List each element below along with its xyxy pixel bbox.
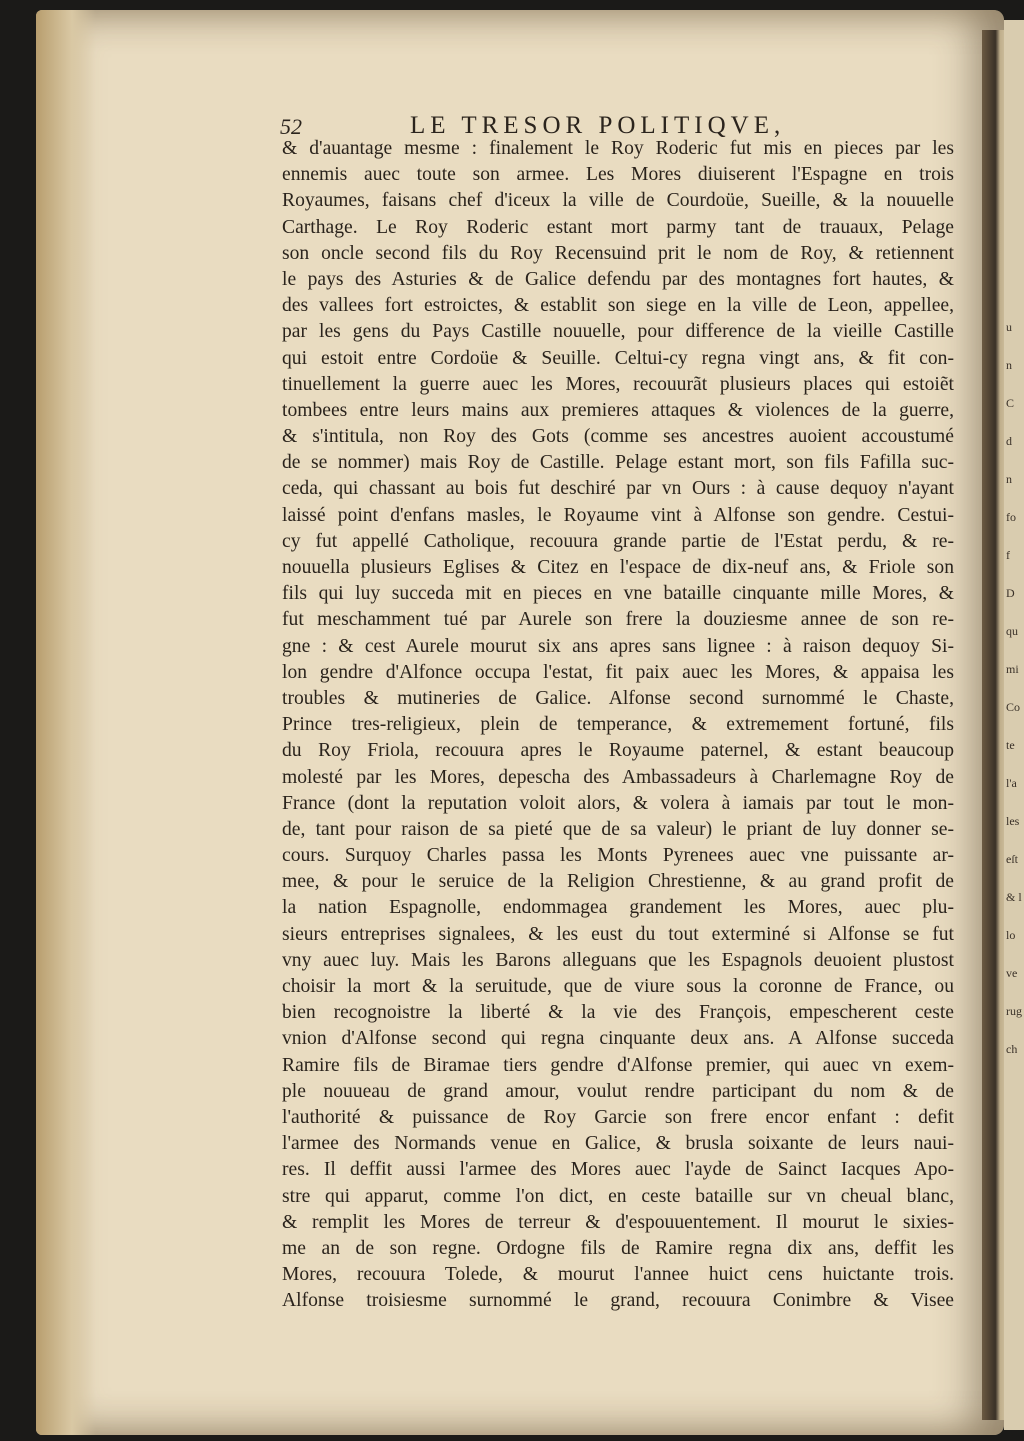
text-line: Prince tres-religieux, plein de temperance, & extremement fortuné, fils — [282, 714, 954, 736]
text-line: de se nommer) mais Roy de Castille. Pelage estant mort, son fils Fafilla suc- — [282, 452, 954, 474]
text-line: sieurs entreprises signalees, & les eust du tout exterminé si Alfonse se fut — [282, 923, 954, 945]
text-line: nouuella plusieurs Eglises & Citez en l'espace de dix-neuf ans, & Friole son — [282, 557, 954, 578]
page-edge-shadow — [36, 10, 96, 1435]
text-line: l'authorité & puissance de Roy Garcie son frere encor enfant : defit — [282, 1106, 954, 1128]
text-line: bien recognoistre la liberté & la vie des François, empescherent ceste — [282, 1002, 954, 1024]
text-line: vnion d'Alfonse second qui regna cinquante deux ans. A Alfonse succeda — [282, 1028, 954, 1050]
text-line: & remplit les Mores de terreur & d'espouuentement. Il mourut le sixies- — [282, 1211, 954, 1233]
text-line: stre qui apparut, comme l'on dict, en ceste bataille sur vn cheual blanc, — [282, 1185, 954, 1207]
adjacent-page-fragment: d — [1006, 434, 1012, 448]
adjacent-page-fragment: eſt — [1006, 852, 1018, 866]
adjacent-page-fragment: fo — [1006, 510, 1016, 524]
text-line: lon gendre d'Alfonce occupa l'estat, fit paix auec les Mores, & appaisa les — [282, 661, 954, 683]
text-line: fils qui luy succeda mit en pieces en vne bataille cinquante mille Mores, & — [282, 583, 954, 605]
text-line: Alfonse troisiesme surnommé le grand, recouura Conimbre & Visee — [282, 1290, 954, 1312]
text-line: cy fut appellé Catholique, recouura grande partie de l'Estat perdu, & re- — [282, 530, 954, 552]
text-line: ple nouueau de grand amour, voulut rendre participant du nom & de — [282, 1080, 954, 1102]
adjacent-page-fragment: rug — [1006, 1004, 1022, 1018]
text-line: choisir la mort & la seruitude, que de viure sous la coronne de France, ou — [282, 976, 954, 997]
adjacent-page-fragment: f — [1006, 548, 1010, 562]
text-line: qui estoit entre Cordoüe & Seuille. Celtui-cy regna vingt ans, & fit con- — [282, 347, 954, 369]
text-line: par les gens du Pays Castille nouuelle, pour difference de la vieille Castille — [282, 321, 954, 343]
page-number: 52 — [280, 114, 302, 139]
text-line: & d'auantage mesme : finalement le Roy Roderic fut mis en pieces par les — [282, 138, 954, 159]
text-line: Ramire fils de Biramae tiers gendre d'Alfonse premier, qui auec vn exem- — [282, 1054, 954, 1076]
adjacent-page-fragment: ch — [1006, 1042, 1018, 1056]
adjacent-page-fragment: n — [1006, 472, 1012, 486]
adjacent-page-fragment: n — [1006, 358, 1012, 372]
text-line: laissé point d'enfans masles, le Royaume vint à Alfonse son gendre. Cestui- — [282, 504, 954, 526]
text-line: la nation Espagnolle, endommagea grandement les Mores, auec plu- — [282, 897, 954, 919]
text-line: & s'intitula, non Roy des Gots (comme ses ancestres auoient accoustumé — [282, 426, 954, 448]
text-line: son oncle second fils du Roy Recensuind prit le nom de Roy, & retiennent — [282, 242, 954, 264]
text-line: Mores, recouura Tolede, & mourut l'annee huict cens huictante trois. — [282, 1264, 954, 1286]
adjacent-page-fragment: qu — [1006, 624, 1018, 638]
text-line: France (dont la reputation voloit alors, & volera à iamais par tout le mon- — [282, 792, 954, 814]
text-line: tinuellement la guerre auec les Mores, recouurãt plusieurs places qui estoiẽt — [282, 373, 954, 395]
adjacent-page-fragment: Co — [1006, 700, 1021, 714]
text-line: tombees entre leurs mains aux premieres attaques & violences de la guerre, — [282, 399, 954, 421]
running-title: LE TRESOR POLITIQVE, — [410, 112, 786, 139]
adjacent-page-fragment: les — [1006, 814, 1020, 828]
adjacent-page-fragment: & l — [1006, 890, 1022, 904]
adjacent-page-fragment: l'a — [1006, 776, 1017, 790]
text-line: de, tant pour raison de sa pieté que de sa valeur) le priant de luy donner se- — [282, 818, 954, 840]
text-line: me an de son regne. Ordogne fils de Ramire regna dix ans, deffit les — [282, 1237, 954, 1259]
adjacent-page-fragment: mi — [1006, 662, 1019, 676]
text-line: gne : & cest Aurele mourut six ans apres sans lignee : à raison dequoy Si- — [282, 635, 954, 657]
adjacent-page-fragment: D — [1006, 586, 1015, 600]
text-line: molesté par les Mores, depescha des Ambassadeurs à Charlemagne Roy de — [282, 766, 954, 788]
text-line: res. Il deffit aussi l'armee des Mores auec l'ayde de Sainct Iacques Apo- — [282, 1159, 954, 1181]
text-line: Carthage. Le Roy Roderic estant mort parmy tant de trauaux, Pelage — [282, 216, 954, 238]
adjacent-page-fragment: u — [1006, 320, 1012, 334]
adjacent-page-fragment: C — [1006, 396, 1015, 410]
text-line: l'armee des Normands venue en Galice, & brusla soixante de leurs naui- — [282, 1133, 954, 1155]
text-line: Royaumes, faisans chef d'iceux la ville de Courdoüe, Sueille, & la nouuelle — [282, 190, 954, 212]
adjacent-page-fragment: te — [1006, 738, 1015, 752]
text-line: vny auec luy. Mais les Barons alleguans que les Espagnols deuoient plustost — [282, 949, 954, 971]
adjacent-page-fragment: ve — [1006, 966, 1018, 980]
text-line: des vallees fort estroictes, & establit son siege en la ville de Leon, appellee, — [282, 295, 954, 317]
text-line: ennemis auec toute son armee. Les Mores diuiserent l'Espagne en trois — [282, 164, 954, 186]
text-line: le pays des Asturies & de Galice defendu par des montagnes fort hautes, & — [282, 268, 954, 290]
adjacent-page-edge — [1004, 20, 1024, 1430]
adjacent-page-fragment: lo — [1006, 928, 1016, 942]
text-line: ceda, qui chassant au bois fut deschiré par vn Ours : à cause dequoy n'ayant — [282, 478, 954, 500]
text-line: fut meschamment tué par Aurele son frere la douziesme annee de son re- — [282, 609, 954, 631]
body-text — [282, 136, 954, 1314]
text-line: troubles & mutineries de Galice. Alfonse second surnommé le Chaste, — [282, 687, 954, 709]
text-line: mee, & pour le seruice de la Religion Chrestienne, & au grand profit de — [282, 871, 954, 893]
text-line: cours. Surquoy Charles passa les Monts Pyrenees auec vne puissante ar- — [282, 845, 954, 867]
text-line: du Roy Friola, recouura apres le Royaume paternel, & estant beaucoup — [282, 740, 954, 762]
